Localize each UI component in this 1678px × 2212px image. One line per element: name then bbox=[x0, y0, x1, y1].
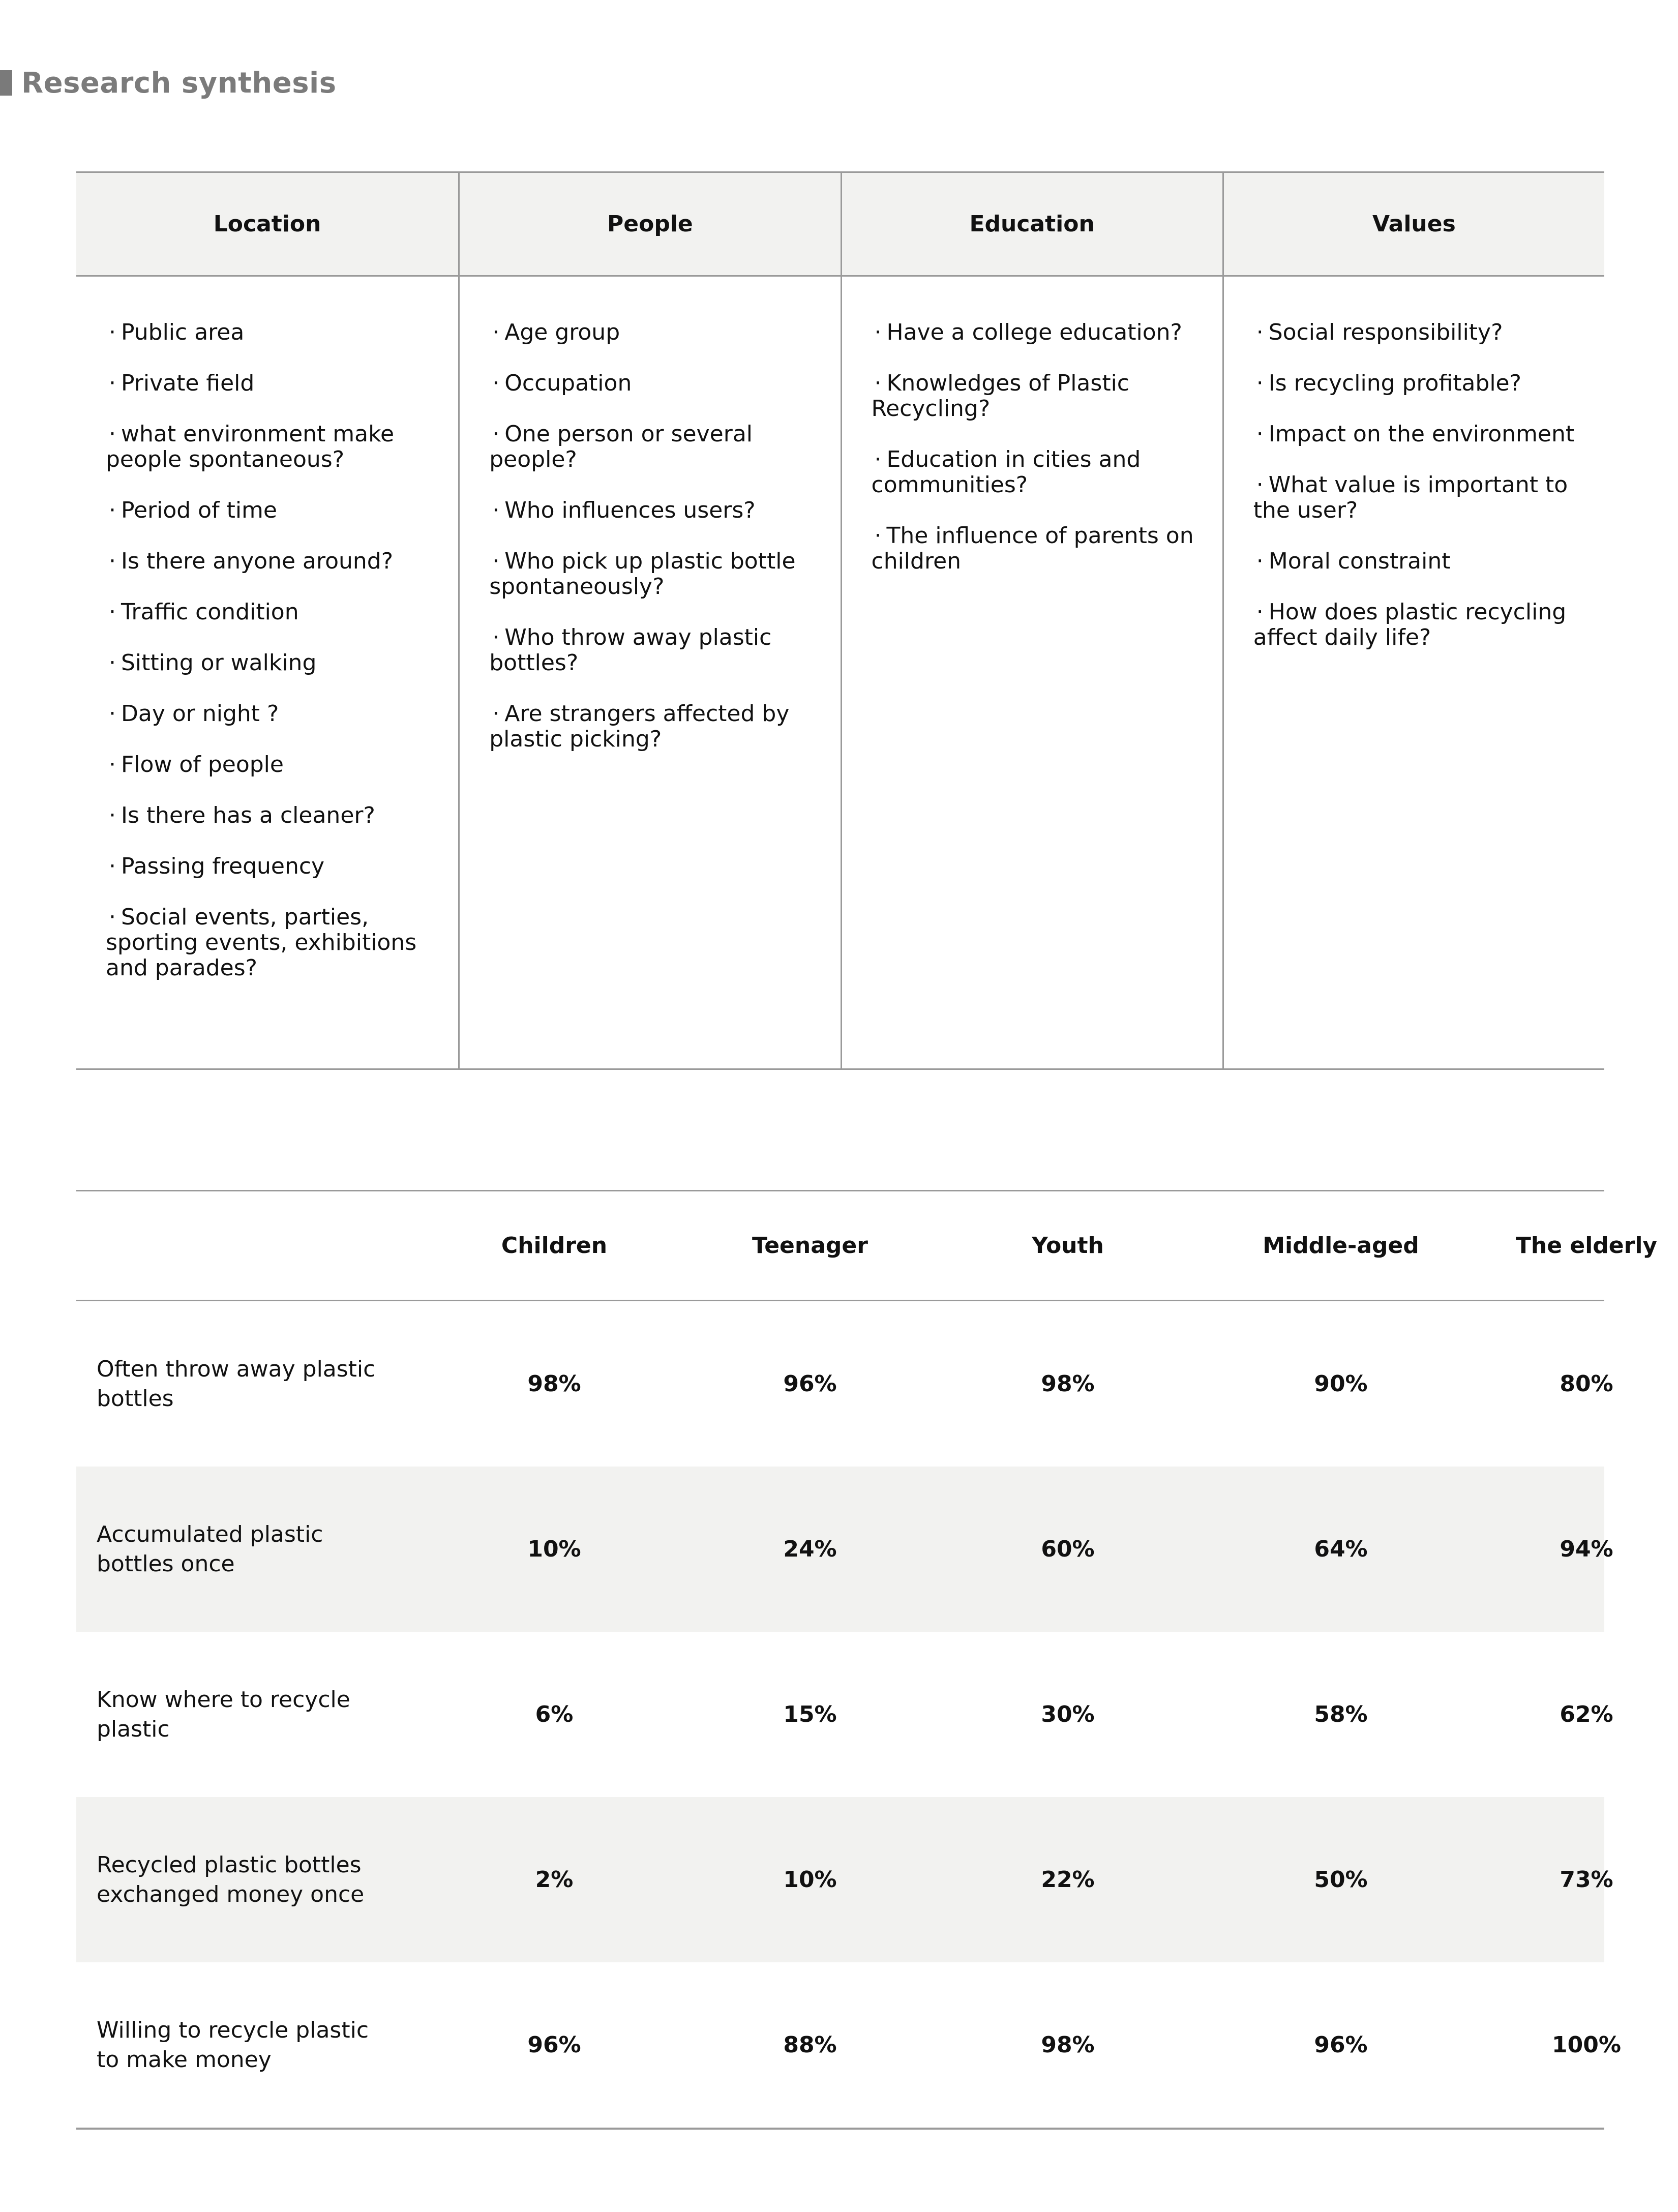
row-label: Often throw away plastic bottles bbox=[97, 1356, 376, 1412]
bullet-icon: · bbox=[492, 497, 500, 523]
group-header-elderly: The elderly bbox=[1515, 1233, 1658, 1259]
percent-cell: 62% bbox=[1560, 1701, 1613, 1727]
bullet-icon: · bbox=[492, 701, 500, 727]
percent-cell: 6% bbox=[535, 1701, 574, 1727]
column-values bbox=[1222, 277, 1604, 1068]
list-item-text: The influence of parents on children bbox=[871, 523, 1194, 574]
list-item-text: Education in cities and communities? bbox=[871, 446, 1141, 498]
list-item bbox=[106, 854, 438, 879]
stats-body bbox=[76, 1301, 1621, 2128]
title-marker bbox=[0, 70, 12, 96]
bullet-icon: · bbox=[1256, 319, 1264, 345]
list-item bbox=[489, 701, 820, 752]
bullet-icon: · bbox=[874, 370, 882, 396]
list-item-text: Who throw away plastic bottles? bbox=[489, 624, 772, 676]
list-item-text: Sitting or walking bbox=[121, 650, 317, 676]
column-heading-people: People bbox=[458, 173, 840, 277]
row-label: Accumulated plastic bottles once bbox=[97, 1521, 323, 1577]
list-item-text: Occupation bbox=[504, 370, 632, 396]
percent-cell: 98% bbox=[527, 1371, 581, 1397]
list-item-text: Age group bbox=[504, 319, 620, 345]
percent-cell: 24% bbox=[783, 1536, 837, 1562]
education-list bbox=[872, 320, 1202, 574]
list-item bbox=[489, 422, 820, 472]
bullet-icon: · bbox=[492, 319, 500, 345]
list-item-text: what environment make people spontaneous? bbox=[106, 421, 395, 472]
percent-cell: 30% bbox=[1041, 1701, 1095, 1727]
list-item-text: Who influences users? bbox=[504, 497, 756, 523]
bullet-icon: · bbox=[492, 624, 500, 650]
bullet-icon: · bbox=[874, 446, 882, 472]
list-item-text: Impact on the environment bbox=[1268, 421, 1575, 447]
percent-cell: 94% bbox=[1560, 1536, 1613, 1562]
list-item-text: Public area bbox=[121, 319, 245, 345]
list-item-text: Period of time bbox=[121, 497, 277, 523]
list-item-text: Day or night ? bbox=[121, 701, 279, 727]
bullet-icon: · bbox=[492, 370, 500, 396]
row-label: Recycled plastic bottles exchanged money once bbox=[97, 1851, 365, 1907]
location-list bbox=[106, 320, 438, 981]
list-item bbox=[106, 803, 438, 828]
list-item-text: Social responsibility? bbox=[1268, 319, 1503, 345]
group-header-middle-aged: Middle-aged bbox=[1263, 1233, 1419, 1259]
list-item bbox=[1253, 600, 1584, 650]
section-title bbox=[0, 65, 337, 101]
list-item bbox=[106, 752, 438, 778]
percent-cell: 88% bbox=[783, 2032, 837, 2058]
stats-header-row bbox=[76, 1191, 1658, 1301]
bullet-icon: · bbox=[492, 421, 500, 447]
percent-cell: 100% bbox=[1552, 2032, 1621, 2058]
list-item-text: One person or several people? bbox=[489, 421, 753, 472]
people-list bbox=[489, 320, 820, 752]
group-header-youth: Youth bbox=[1032, 1233, 1104, 1259]
bullet-icon: · bbox=[1256, 370, 1264, 396]
percent-cell: 64% bbox=[1314, 1536, 1368, 1562]
list-item-text: Moral constraint bbox=[1268, 548, 1451, 574]
list-item-text: Private field bbox=[121, 370, 255, 396]
table-row bbox=[76, 1632, 1613, 1797]
list-item-text: How does plastic recycling affect daily life? bbox=[1253, 599, 1567, 650]
bullet-icon: · bbox=[109, 421, 116, 447]
percent-cell: 15% bbox=[783, 1701, 837, 1727]
percent-cell: 50% bbox=[1314, 1867, 1368, 1893]
percent-cell: 58% bbox=[1314, 1701, 1368, 1727]
bullet-icon: · bbox=[109, 752, 116, 778]
list-item-text: Flow of people bbox=[121, 752, 284, 778]
list-item bbox=[106, 549, 438, 574]
list-item bbox=[1253, 549, 1584, 574]
percent-cell: 96% bbox=[1314, 2032, 1368, 2058]
list-item-text: What value is important to the user? bbox=[1253, 472, 1568, 523]
bullet-icon: · bbox=[109, 650, 116, 676]
column-heading-values: Values bbox=[1222, 173, 1604, 277]
percent-cell: 90% bbox=[1314, 1371, 1368, 1397]
list-item bbox=[489, 625, 820, 676]
list-item-text: Knowledges of Plastic Recycling? bbox=[871, 370, 1129, 422]
list-item-text: Have a college education? bbox=[886, 319, 1182, 345]
bullet-icon: · bbox=[109, 548, 116, 574]
values-list bbox=[1253, 320, 1584, 650]
list-item bbox=[872, 447, 1202, 498]
percent-cell: 98% bbox=[1041, 1371, 1095, 1397]
column-education bbox=[841, 277, 1222, 1068]
list-item bbox=[106, 498, 438, 523]
age-group-stats-table bbox=[76, 1190, 1658, 2130]
list-item bbox=[1253, 422, 1584, 447]
percent-cell: 10% bbox=[783, 1867, 837, 1893]
list-item bbox=[106, 650, 438, 676]
bullet-icon: · bbox=[492, 548, 500, 574]
list-item-text: Who pick up plastic bottle spontaneously? bbox=[489, 548, 796, 600]
percent-cell: 98% bbox=[1041, 2032, 1095, 2058]
research-dimensions-table bbox=[76, 171, 1604, 1070]
table-row bbox=[76, 1467, 1613, 1632]
list-item-text: Is there anyone around? bbox=[121, 548, 394, 574]
group-header-teenager: Teenager bbox=[752, 1233, 868, 1259]
table-row bbox=[76, 1962, 1621, 2128]
list-item bbox=[489, 549, 820, 600]
list-item bbox=[106, 320, 438, 345]
percent-cell: 96% bbox=[783, 1371, 837, 1397]
list-item bbox=[489, 371, 820, 396]
list-item bbox=[106, 600, 438, 625]
page-title: Research synthesis bbox=[21, 66, 337, 100]
bullet-icon: · bbox=[109, 853, 116, 879]
column-people bbox=[458, 277, 840, 1068]
bullet-icon: · bbox=[109, 701, 116, 727]
list-item bbox=[1253, 472, 1584, 523]
row-label: Know where to recycle plastic bbox=[97, 1686, 350, 1742]
percent-cell: 73% bbox=[1560, 1867, 1613, 1893]
list-item-text: Is recycling profitable? bbox=[1268, 370, 1521, 396]
table-row bbox=[76, 1301, 1613, 1467]
list-item bbox=[106, 371, 438, 396]
bullet-icon: · bbox=[109, 802, 116, 828]
column-heading-education: Education bbox=[841, 173, 1222, 277]
bullet-icon: · bbox=[874, 319, 882, 345]
list-item bbox=[106, 701, 438, 727]
row-label: Willing to recycle plastic to make money bbox=[97, 2017, 369, 2073]
percent-cell: 80% bbox=[1560, 1371, 1613, 1397]
column-location bbox=[76, 277, 458, 1068]
bullet-icon: · bbox=[109, 370, 116, 396]
group-header-children: Children bbox=[501, 1233, 608, 1259]
percent-cell: 60% bbox=[1041, 1536, 1095, 1562]
list-item-text: Social events, parties, sporting events, exhibitions and parades? bbox=[106, 904, 417, 981]
list-item bbox=[872, 523, 1202, 574]
bullet-icon: · bbox=[1256, 421, 1264, 447]
list-item bbox=[489, 498, 820, 523]
table-row bbox=[76, 1797, 1613, 1962]
percent-cell: 96% bbox=[527, 2032, 581, 2058]
list-item bbox=[1253, 371, 1584, 396]
list-item-text: Passing frequency bbox=[121, 853, 325, 879]
bullet-icon: · bbox=[109, 904, 116, 930]
column-heading-location: Location bbox=[76, 173, 458, 277]
percent-cell: 2% bbox=[535, 1867, 574, 1893]
list-item bbox=[1253, 320, 1584, 345]
percent-cell: 10% bbox=[527, 1536, 581, 1562]
list-item-text: Traffic condition bbox=[121, 599, 299, 625]
bullet-icon: · bbox=[109, 319, 116, 345]
list-item bbox=[106, 422, 438, 472]
bullet-icon: · bbox=[1256, 472, 1264, 498]
list-item bbox=[872, 371, 1202, 422]
bullet-icon: · bbox=[1256, 599, 1264, 625]
bullet-icon: · bbox=[874, 523, 882, 549]
bullet-icon: · bbox=[109, 599, 116, 625]
list-item-text: Are strangers affected by plastic picking? bbox=[489, 701, 790, 752]
percent-cell: 22% bbox=[1041, 1867, 1095, 1893]
bullet-icon: · bbox=[109, 497, 116, 523]
list-item bbox=[489, 320, 820, 345]
list-item-text: Is there has a cleaner? bbox=[121, 802, 375, 828]
list-item bbox=[872, 320, 1202, 345]
bullet-icon: · bbox=[1256, 548, 1264, 574]
list-item bbox=[106, 905, 438, 981]
